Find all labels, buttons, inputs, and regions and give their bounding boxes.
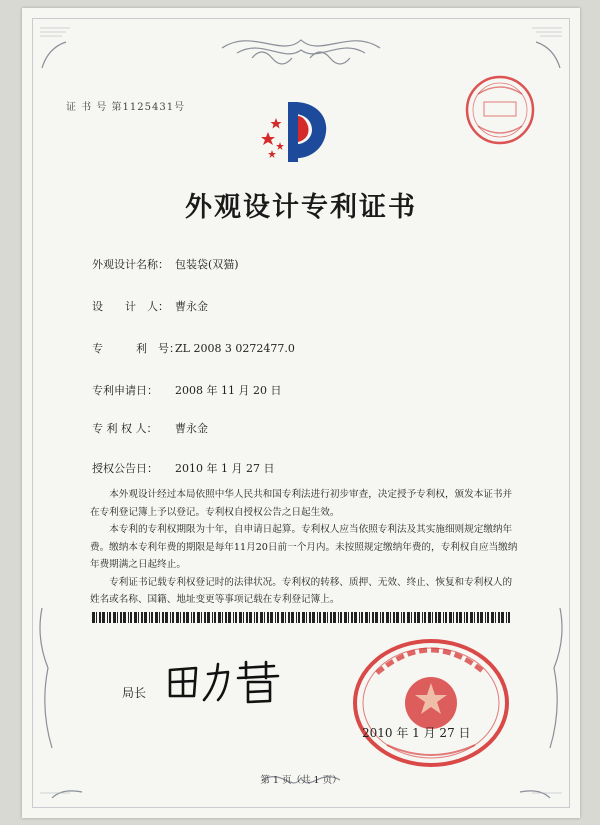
field-value: 2008 年 11 月 20 日 xyxy=(175,384,282,397)
field-designer xyxy=(92,298,208,314)
certificate-sheet xyxy=(22,8,580,818)
director-signature xyxy=(162,656,292,708)
field-value: 曹永金 xyxy=(175,300,208,313)
national-seal-icon xyxy=(347,633,515,773)
field-design-name xyxy=(92,256,239,272)
field-label: 专 利 号： xyxy=(92,342,180,355)
director-label: 局长 xyxy=(122,686,147,700)
field-value: 2010 年 1 月 27 日 xyxy=(175,462,275,475)
issue-date: 2010 年 1 月 27 日 xyxy=(362,726,471,740)
field-value: 包装袋(双猫) xyxy=(175,258,239,271)
field-value: 曹永金 xyxy=(175,422,208,435)
field-announcement-date xyxy=(92,460,274,476)
certificate-title: 外观设计专利证书 xyxy=(185,192,417,223)
barcode-strip xyxy=(92,612,510,623)
certificate-body-text xyxy=(90,486,520,609)
field-label: 专 利 权 人： xyxy=(92,422,158,435)
field-patentee xyxy=(92,420,208,436)
field-label: 外观设计名称： xyxy=(92,258,169,271)
certificate-number: 证 书 号 第1125431号 xyxy=(66,102,186,113)
body-paragraph: 专利证书记载专利权登记时的法律状况。专利权的转移、质押、无效、终止、恢复和专利权人的姓名或名称、国籍、地址变更等事项记载在专利登记簿上。 xyxy=(90,576,513,605)
field-patent-number xyxy=(92,340,295,356)
agency-stamp-icon xyxy=(462,72,538,148)
page-number: 第 1 页（共 1 页） xyxy=(260,775,342,786)
field-label: 授权公告日： xyxy=(92,462,158,475)
body-paragraph: 本专利的专利权期限为十年，自申请日起算。专利权人应当依照专利法及其实施细则规定缴纳年费。缴纳本专利年费的期限是每年11月20日前一个月内。未按照规定缴纳年费的，专利权自应当缴纳年费期满之日起终止。 xyxy=(90,524,518,570)
field-label: 设 计 人： xyxy=(92,300,169,313)
field-value: ZL 2008 3 0272477.0 xyxy=(175,342,295,355)
body-paragraph: 本外观设计经过本局依照中华人民共和国专利法进行初步审查，决定授予专利权，颁发本证书并在专利登记簿上予以登记。专利权自授权公告之日起生效。 xyxy=(90,489,513,518)
patent-office-logo xyxy=(254,96,334,168)
field-application-date xyxy=(92,382,281,398)
field-label: 专利申请日： xyxy=(92,384,158,397)
